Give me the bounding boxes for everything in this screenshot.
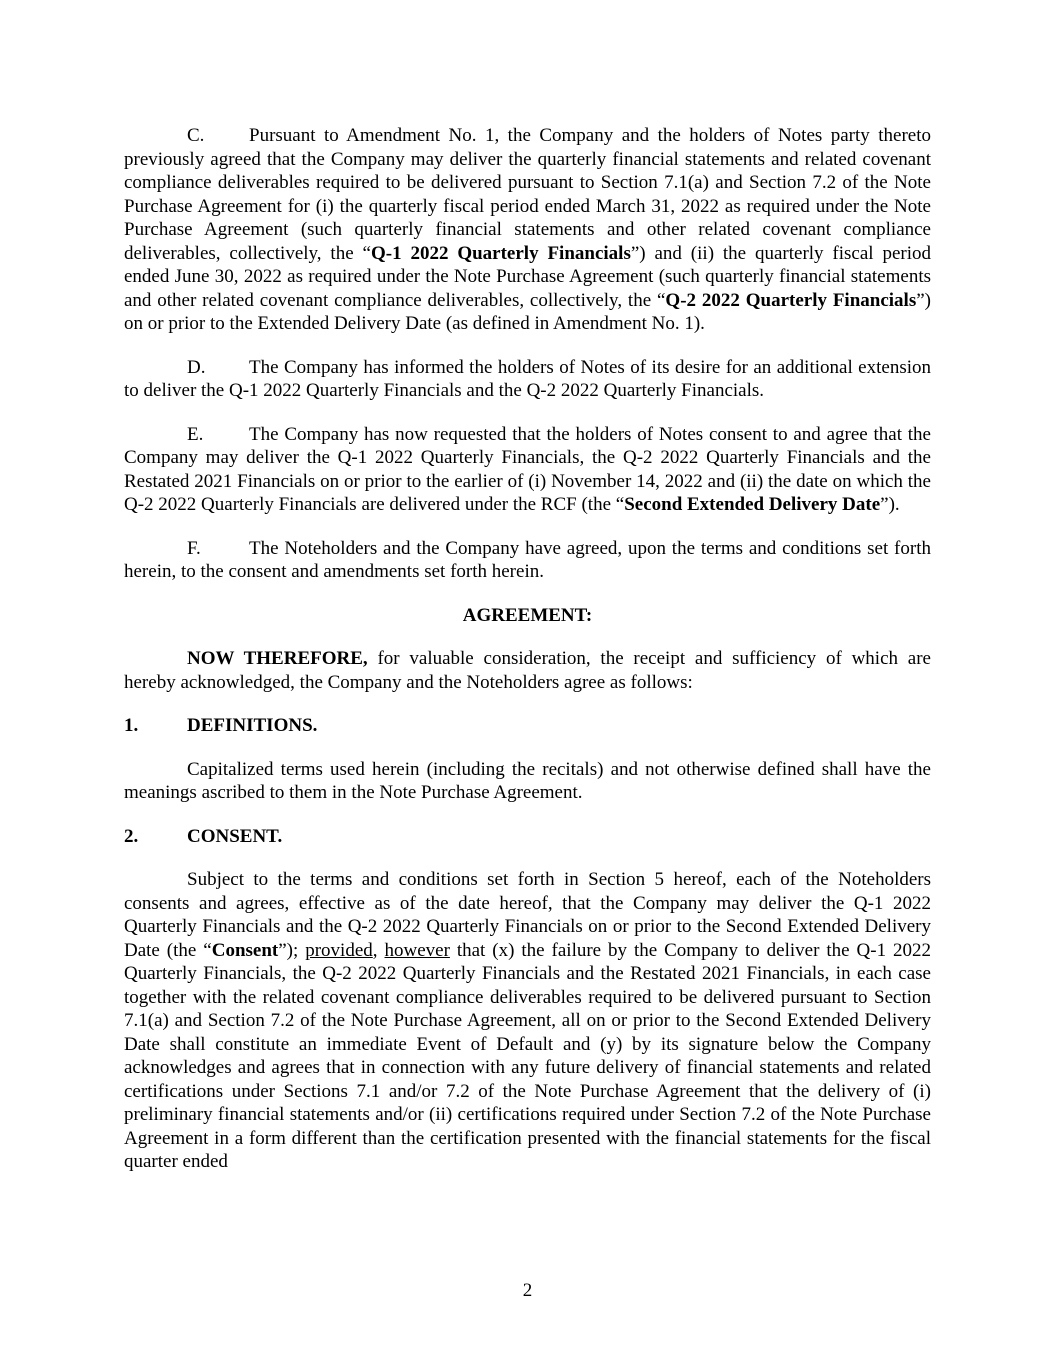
recital-e-text-1: The Company has now requested that the holders of Notes consent to and agree that the Company may deliver the Q-1 2022 Quarterly Financials, the Q-2 2022 Quarterly Financials and the Restated 2021 Financials on or prior to the earlier of (i) November 14, 2022 and (ii) the date on which the Q-2 2022 Quarterly Financials are delivered under the RCF (the “ [124,423,931,515]
recital-c-label: C. [187,125,205,146]
section-2-text-3: , [372,939,385,961]
recital-d-text: The Company has informed the holders of Notes of its desire for an additional extension to deliver the Q-1 2022 Quarterly Financials and the Q-2 2022 Quarterly Financials. [124,356,931,401]
page-number: 2 [522,1280,533,1301]
section-2-number: 2. [124,825,139,847]
section-2-text-2: ”); [278,939,306,961]
recital-c-term-1: Q-1 2022 Quarterly Financials [370,242,631,264]
recital-c-text-2: ”) and (ii) the quarterly fiscal period ended June 30, 2022 as required under the Note Purchase Agreement (such quarterly financial statements and other related covenant compliance deliverables, collectively, the “ [124,242,931,311]
recital-d [124,356,931,403]
recital-f-text: The Noteholders and the Company have agreed, upon the terms and conditions set forth herein, to the consent and amendments set forth herein. [124,537,931,582]
section-1-number: 1. [124,715,139,736]
section-1-text: Capitalized terms used herein (including the recitals) and not otherwise defined shall have the meanings ascribed to them in the Note Purchase Agreement. [124,758,931,803]
recital-c-text-3: ”) on or prior to the Extended Delivery Date (as defined in Amendment No. 1). [124,289,931,334]
section-2-provided: provided [305,939,373,961]
now-therefore-bold: NOW THEREFORE, [187,648,368,669]
agreement-heading: AGREEMENT: [462,604,593,626]
recital-f-label: F. [187,537,201,559]
now-therefore-paragraph [124,647,931,694]
section-2-term-consent: Consent [211,939,279,961]
now-therefore-text: for valuable consideration, the receipt and sufficiency of which are hereby acknowledged, the Company and the Noteholders agree as follows: [124,648,931,693]
section-2-text-1: Subject to the terms and conditions set forth in Section 5 hereof, each of the Noteholders consents and agrees, effective as of the date hereof, that the Company may deliver the Q-1 2022 Quarterly Financials and the Q-2 2022 Quarterly Financials on or prior to the Second Extended Delivery Date (the “ [124,869,931,961]
section-1-title: DEFINITIONS. [187,715,318,736]
recital-d-label: D. [187,356,206,378]
recital-c-text-1: Pursuant to Amendment No. 1, the Company and the holders of Notes party thereto previously agreed that the Company may deliver the quarterly financial statements and related covenant compliance deliverables required to be delivered pursuant to Section 7.1(a) and Section 7.2 of the Note Purchase Agreement for (i) the quarterly fiscal period ended March 31, 2022 as required under the Note Purchase Agreement (such quarterly financial statements and other related covenant compliance deliverables, collectively, the “ [124,125,931,264]
section-2-text [124,868,931,1174]
section-2-however: however [384,939,450,961]
section-2-text-4: that (x) the failure by the Company to deliver the Q-1 2022 Quarterly Financials, the Q-2 2022 Quarterly Financials and the Restated 2021 Financials, in each case together with the related covenant compliance deliverables required to be delivered pursuant to Section 7.1(a) and Section 7.2 of the Note Purchase Agreement, all on or prior to the Second Extended Delivery Date shall constitute an immediate Event of Default and (y) by its signature below the Company acknowledges and agrees that in connection with any future delivery of financial statements and related certifications under Sections 7.1 and/or 7.2 of the Note Purchase Agreement that the delivery of (i) preliminary financial statements and/or (ii) certifications required under Section 7.2 of the Note Purchase Agreement in a form different than the certification presented with the financial statements for the fiscal quarter ended [124,939,932,1172]
section-1-heading [124,714,931,738]
recital-f [124,537,931,584]
recital-c-term-2: Q-2 2022 Quarterly Financials [665,289,917,311]
document-body [124,124,931,1194]
recital-e-label: E. [187,423,204,445]
section-2-heading [124,825,931,849]
recital-e-term-1: Second Extended Delivery Date [624,494,881,515]
recital-e-text-2: ”). [880,494,900,515]
recital-c [124,124,931,336]
recital-e [124,423,931,517]
section-2-title: CONSENT. [187,825,283,847]
